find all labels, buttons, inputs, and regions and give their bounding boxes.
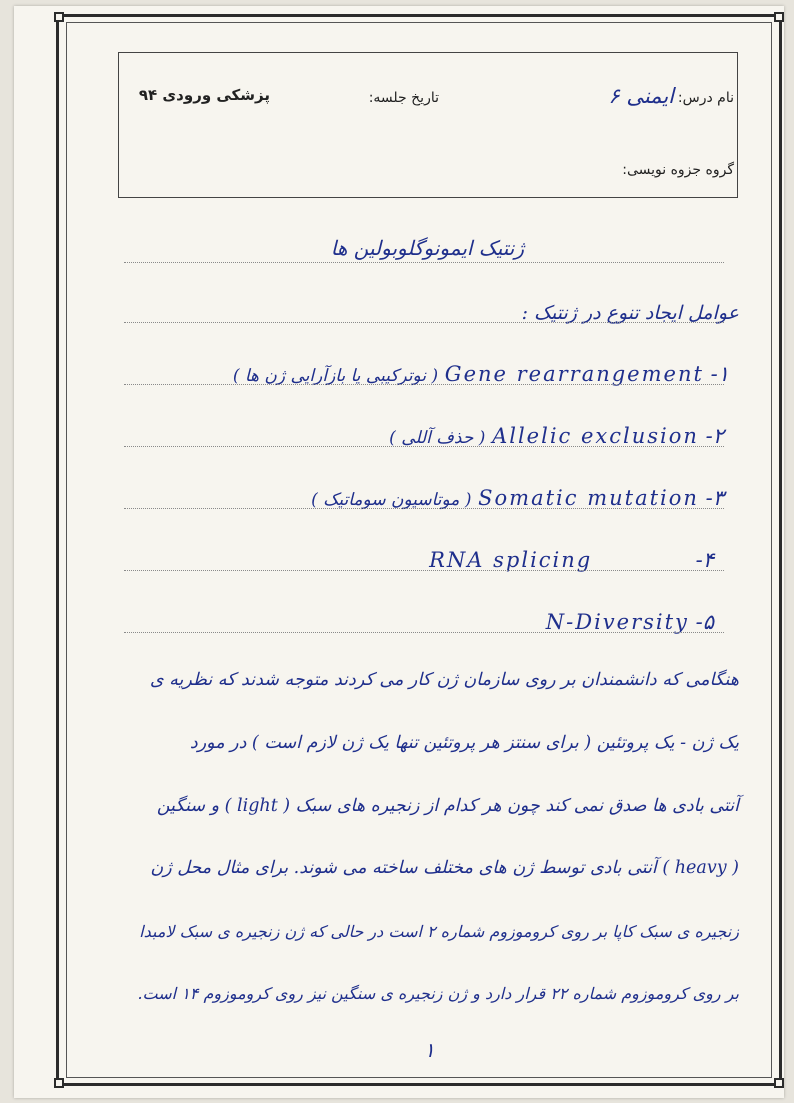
ruled-line bbox=[124, 322, 724, 323]
factor-translation: ( نوترکیبی یا بازآرایی ژن ها ) bbox=[232, 366, 439, 386]
ruled-line bbox=[124, 508, 724, 509]
course-value: ایمنی ۶ bbox=[608, 84, 674, 108]
factor-number: ۵- bbox=[695, 610, 714, 634]
paragraph-line: هنگامی که دانشمندان بر روی سازمان ژن کار می کردند متوجه شدند که نظریه ی bbox=[149, 670, 739, 690]
factor-item bbox=[311, 486, 724, 510]
factor-translation: ( حذف آللی ) bbox=[389, 428, 486, 448]
factor-number: ۲- bbox=[705, 424, 724, 448]
paragraph-line: ( heavy ) آنتی بادی توسط ژن های مختلف ساخته می شوند. برای مثال محل ژن bbox=[150, 858, 739, 878]
ruled-line bbox=[124, 632, 724, 633]
session-date-label: تاریخ جلسه: bbox=[368, 90, 439, 106]
factor-number: ۳- bbox=[705, 486, 724, 510]
factor-item bbox=[389, 424, 724, 448]
ruled-line bbox=[124, 384, 724, 385]
factor-term: N-Diversity bbox=[545, 610, 689, 634]
ruled-line bbox=[124, 570, 724, 571]
course-label: نام درس: bbox=[677, 90, 734, 106]
factor-term: Gene rearrangement bbox=[444, 362, 704, 386]
program-label: پزشکی ورودی ۹۴ bbox=[138, 86, 270, 104]
factor-term: Somatic mutation bbox=[478, 486, 699, 510]
factor-item bbox=[233, 362, 729, 386]
factor-number: ۱- bbox=[710, 362, 729, 386]
paragraph-line: بر روی کروموزوم شماره ۲۲ قرار دارد و ژن زنجیره ی سنگین نیز روی کروموزوم ۱۴ است. bbox=[137, 984, 739, 1003]
factor-term: Allelic exclusion bbox=[492, 424, 699, 448]
ruled-line bbox=[124, 446, 724, 447]
frame-corner bbox=[774, 1078, 784, 1088]
factor-number: ۴- bbox=[695, 548, 714, 572]
frame-corner bbox=[54, 1078, 64, 1088]
frame-corner bbox=[774, 12, 784, 22]
paragraph-line: یک ژن - یک پروتئین ( برای سنتز هر پروتئین تنها یک ژن لازم است ) در مورد bbox=[189, 733, 739, 753]
section-subtitle: عوامل ایجاد تنوع در ژنتیک : bbox=[521, 302, 739, 324]
factor-item bbox=[546, 610, 714, 634]
factor-item bbox=[429, 548, 714, 572]
frame-corner bbox=[54, 12, 64, 22]
factor-translation: ( موتاسیون سوماتیک ) bbox=[311, 490, 472, 510]
group-label: گروه جزوه نویسی: bbox=[622, 162, 734, 178]
factor-term: RNA splicing bbox=[429, 548, 593, 572]
page-number: ۱ bbox=[424, 1038, 435, 1062]
ruled-line bbox=[124, 262, 724, 263]
page-title: ژنتیک ایمونوگلوبولین ها bbox=[330, 236, 524, 260]
paragraph-line: زنجیره ی سبک کاپا بر روی کروموزوم شماره ۲ است در حالی که ژن زنجیره ی سبک لامبدا bbox=[139, 922, 739, 941]
paragraph-line: آنتی بادی ها صدق نمی کند چون هر کدام از زنجیره های سبک ( light ) و سنگین bbox=[156, 796, 739, 816]
